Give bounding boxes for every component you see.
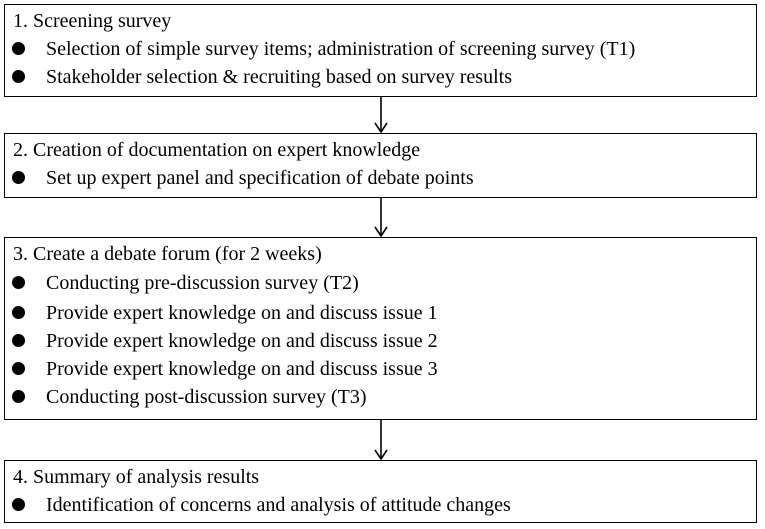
step-1-item-1 <box>12 35 636 63</box>
step-4-box <box>4 460 757 523</box>
step-3-item-4-text: Provide expert knowledge on and discuss issue 3 <box>46 358 438 380</box>
flow-arrow-2 <box>374 198 388 237</box>
bullet-icon <box>12 171 25 184</box>
step-1-item-2 <box>12 63 512 91</box>
step-3-item-3 <box>12 327 438 355</box>
bullet-icon <box>12 390 25 403</box>
step-3-box <box>4 237 757 420</box>
step-3-item-5-text: Conducting post-discussion survey (T3) <box>46 386 367 408</box>
step-3-item-2-text: Provide expert knowledge on and discuss issue 1 <box>46 302 438 324</box>
bullet-icon <box>12 70 25 83</box>
step-3-item-2 <box>12 299 438 327</box>
step-1-item-1-text: Selection of simple survey items; administration of screening survey (T1) <box>46 38 636 60</box>
step-3-item-3-text: Provide expert knowledge on and discuss issue 2 <box>46 330 438 352</box>
step-4-title: 4. Summary of analysis results <box>13 466 260 488</box>
step-1-item-2-text: Stakeholder selection & recruiting based on survey results <box>46 66 512 88</box>
step-3-item-1-text: Conducting pre-discussion survey (T2) <box>46 272 359 294</box>
bullet-icon <box>12 306 25 319</box>
bullet-icon <box>12 498 25 511</box>
bullet-icon <box>12 362 25 375</box>
bullet-icon <box>12 42 25 55</box>
flow-arrow-1 <box>374 97 388 133</box>
step-2-item-1-text: Set up expert panel and specification of debate points <box>46 167 474 189</box>
step-1-box <box>4 4 757 97</box>
step-2-item-1 <box>12 164 474 192</box>
bullet-icon <box>12 334 25 347</box>
step-2-box <box>4 133 757 198</box>
step-3-title: 3. Create a debate forum (for 2 weeks) <box>13 243 322 265</box>
step-1-title: 1. Screening survey <box>13 10 172 32</box>
bullet-icon <box>12 276 25 289</box>
flow-arrow-3 <box>374 420 388 460</box>
step-4-item-1-text: Identification of concerns and analysis of attitude changes <box>46 494 511 516</box>
step-3-item-5 <box>12 383 367 411</box>
step-2-title: 2. Creation of documentation on expert knowledge <box>13 139 421 161</box>
step-4-item-1 <box>12 491 511 519</box>
step-3-item-1 <box>12 269 359 297</box>
step-3-item-4 <box>12 355 438 383</box>
